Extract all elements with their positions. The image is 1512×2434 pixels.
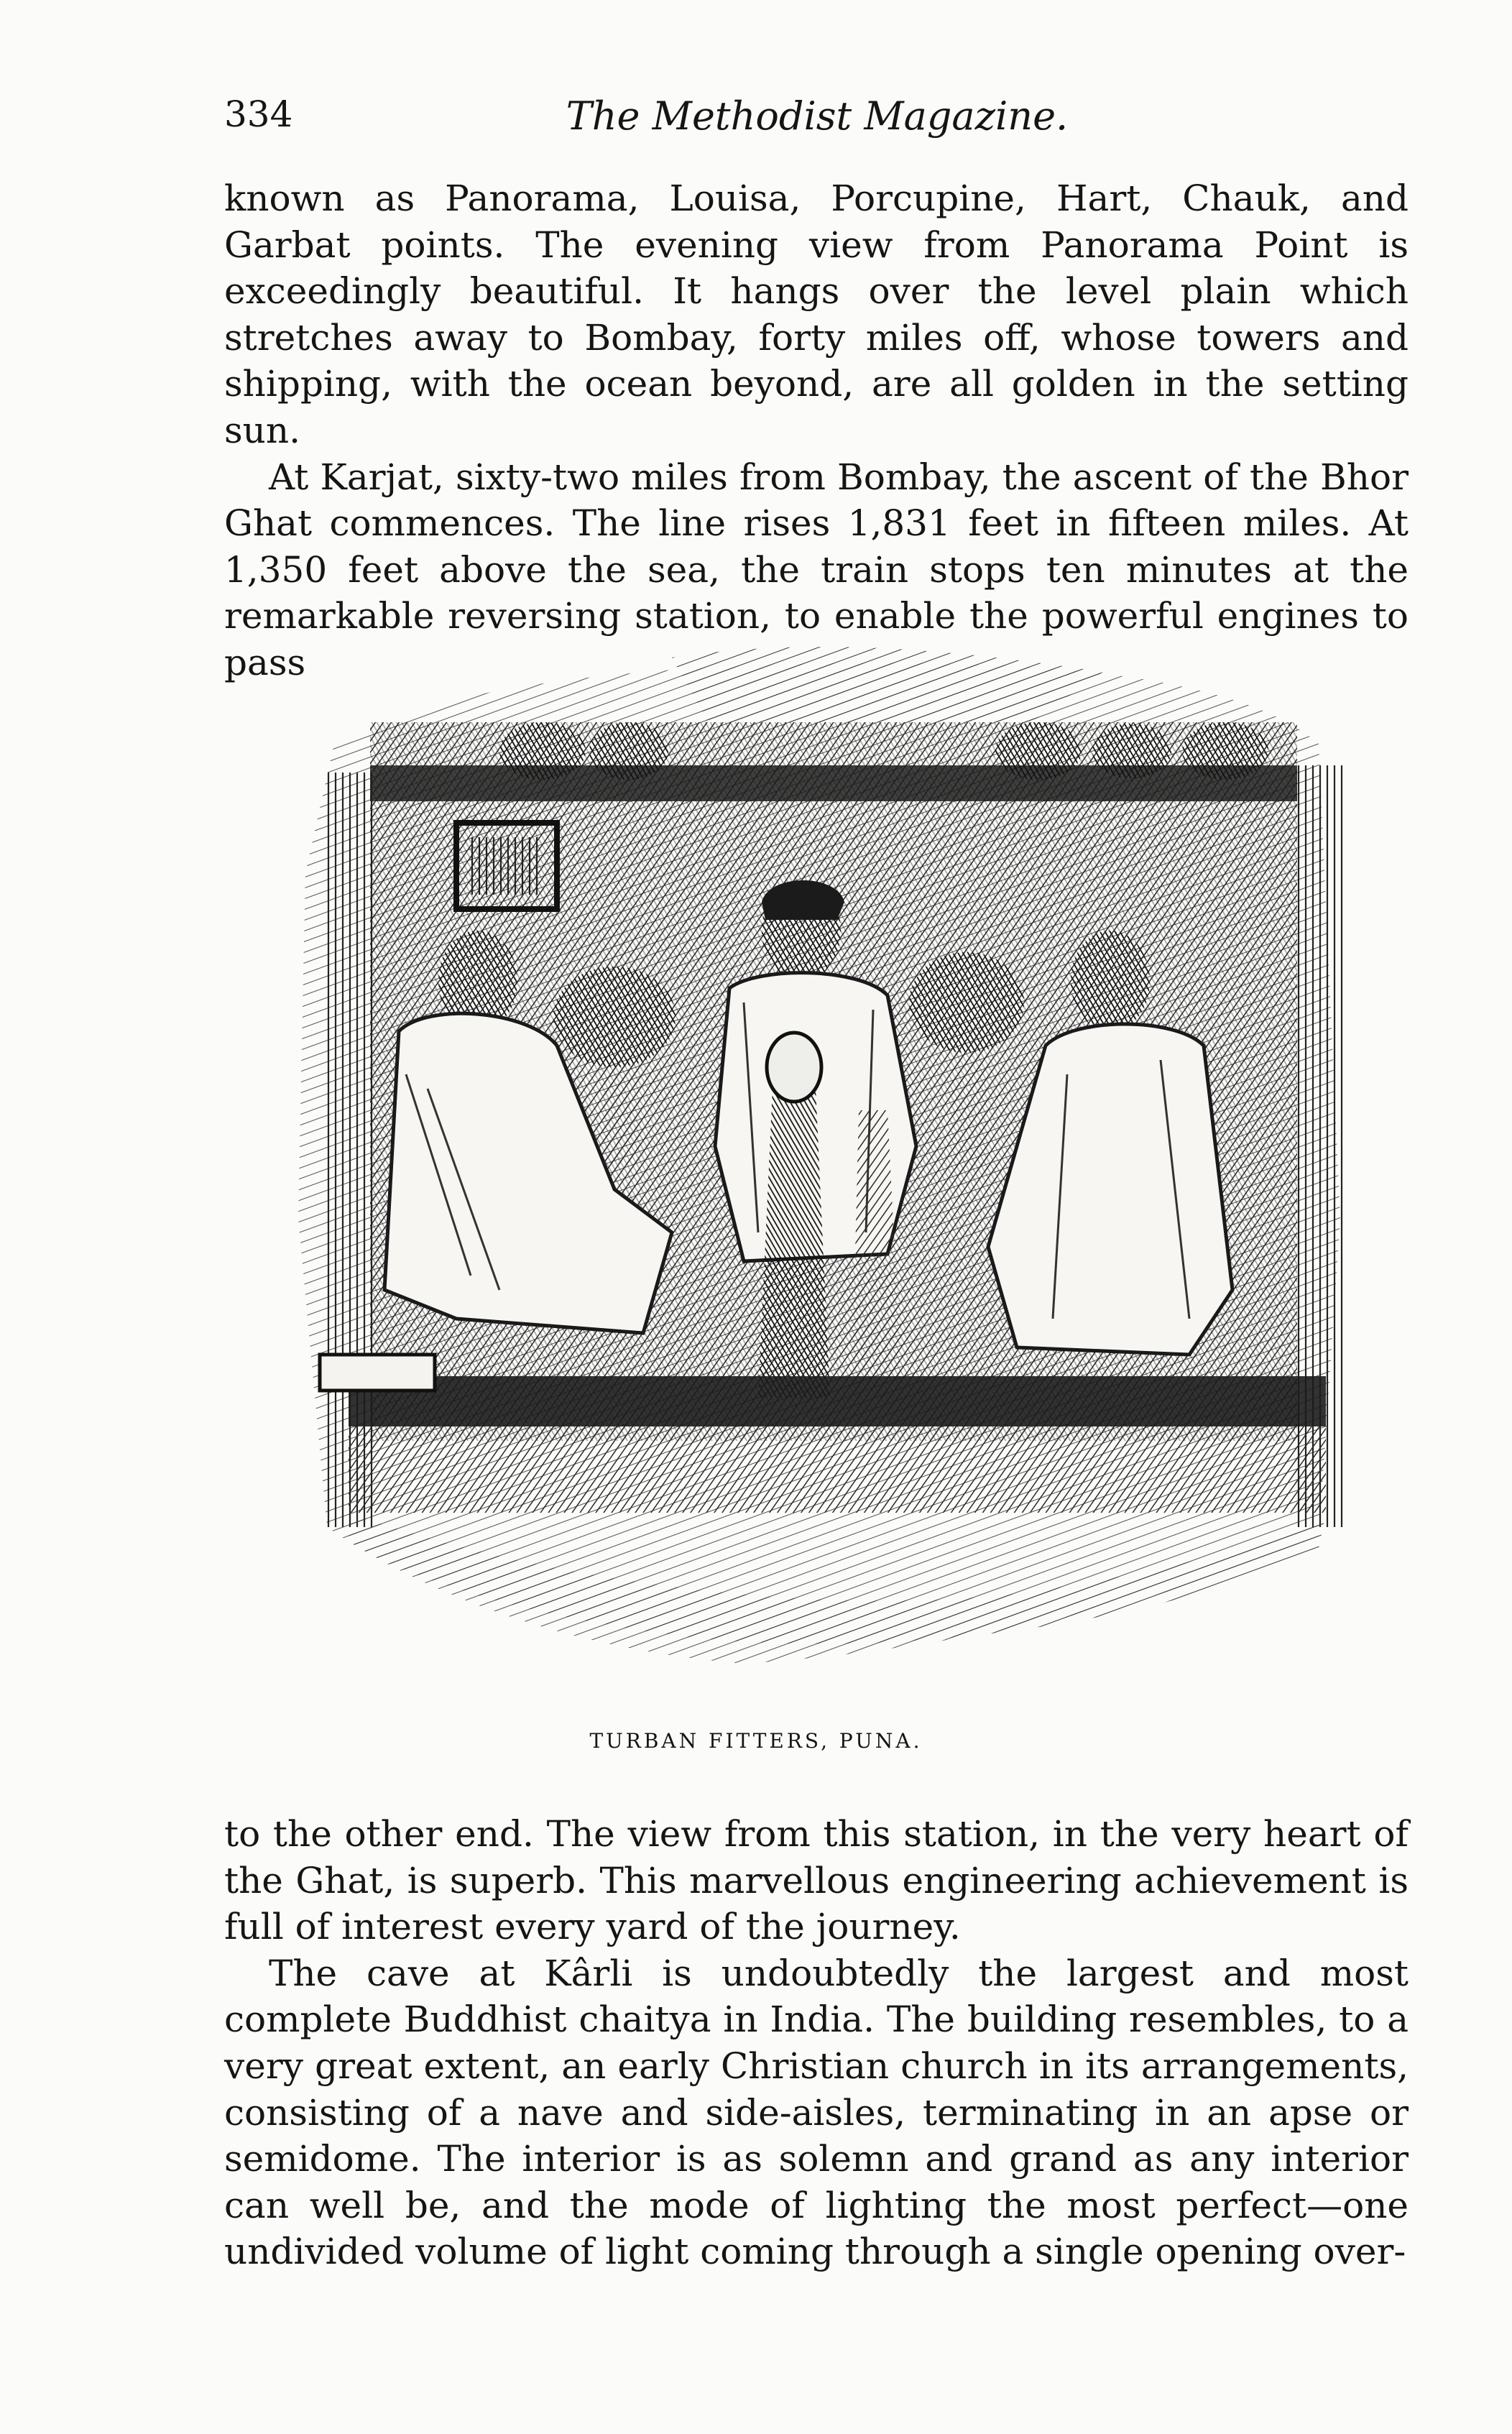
paragraph-karjat: At Karjat, sixty-two miles from Bombay, the ascent of the Bhor Ghat commences. The line rises 1,831 feet in fifteen miles. At 1,350 feet above the sea, the train stops ten minutes at the remarkable reversing station, to enable the powerful engines to pass: [224, 456, 1409, 683]
text-block-lower: [224, 1811, 1409, 2275]
paragraph-karli: The cave at Kârli is undoubtedly the largest and most complete Buddhist chaitya in India. The building resembles, to a very great extent, an early Christian church in its arrangements, consisting of a nave and side-aisles, terminating in an apse or semidome. The interior is as solemn and grand as any interior can well be, and the mode of lighting the most perfect—one undivided volume of light coming through a single opening over-: [224, 1952, 1409, 2273]
page-header: [224, 93, 1410, 151]
text-block-upper: [224, 175, 1409, 686]
paragraph-ghat: to the other end. The view from this station, in the very heart of the Ghat, is superb. This marvellous engineering achievement is full of interest every yard of the journey.: [224, 1813, 1409, 1948]
running-title: The Methodist Magazine.: [566, 93, 1069, 139]
figure-caption: TURBAN FITTERS, PUNA.: [589, 1729, 923, 1753]
paragraph-continuation: known as Panorama, Louisa, Porcupine, Hart, Chauk, and Garbat points. The evening view from Panorama Point is exceedingly beautiful. It hangs over the level plain which stretches away to Bombay, forty miles off, whose towers and shipping, with the ocean beyond, are all golden in the setting sun.: [224, 178, 1409, 451]
engraving-illustration: [241, 643, 1401, 1707]
page-number: 334: [224, 93, 293, 135]
